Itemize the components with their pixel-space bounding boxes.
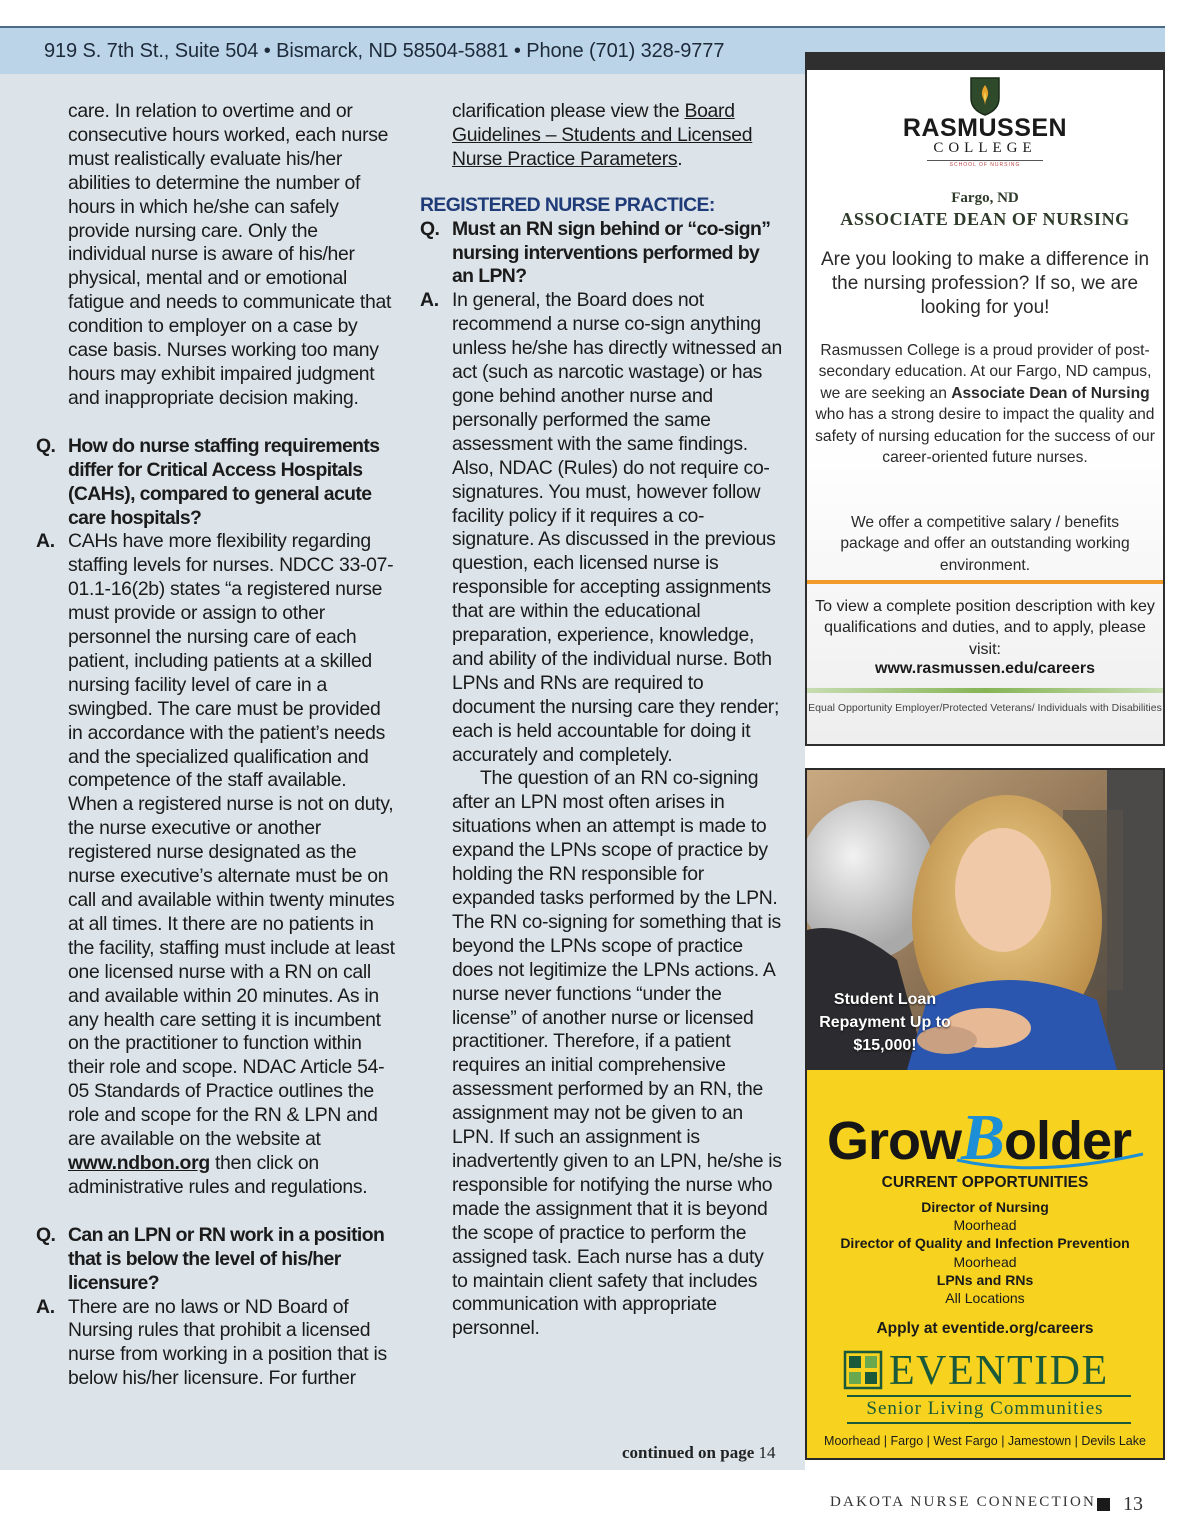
job-location: All Locations	[945, 1290, 1025, 1307]
article-column-1	[36, 100, 398, 1391]
page-number: 13	[1123, 1493, 1143, 1515]
question-cosign	[420, 218, 782, 290]
q-label: Q.	[36, 434, 56, 457]
section-heading: REGISTERED NURSE PRACTICE:	[420, 193, 715, 216]
answer-cosign-text: In general, the Board does not recommend a nurse co-sign anything unless he/she has directly witnessed an act (such as narcotic wastage) or has gone behind another nurse and personally performed the same assessment with the same findings. Also, NDAC (Rules) do not require co-signatures. You must, however follow facility policy if it requires a co-signature. As discussed in the previous question, each licensed nurse is responsible for accepting assignments that are within the educational preparation, experience, knowledge, and ability of the individual nurse. Both LPNs and RNs are required to document the nursing care they render; each is held accountable for doing it accurately and completely.	[452, 289, 782, 766]
rasmussen-careers-link[interactable]: www.rasmussen.edu/careers	[875, 660, 1095, 677]
eventide-apply-link[interactable]: Apply at eventide.org/careers	[876, 1320, 1094, 1337]
footer-square-icon	[1097, 1498, 1110, 1511]
answer-cah-end: then click on administrative rules and regulations.	[68, 1151, 368, 1198]
question-lpn-position-text: Can an LPN or RN work in a position that is below the level of his/her licensure?	[68, 1223, 385, 1294]
ndbon-link[interactable]: www.ndbon.org	[68, 1151, 210, 1174]
job-location: Moorhead	[953, 1253, 1017, 1270]
ad-body-bold: Associate Dean of Nursing	[951, 384, 1150, 402]
ad-body	[807, 340, 1163, 468]
continued-text: continued on page	[622, 1443, 755, 1462]
job-title[interactable]: Director of Nursing	[921, 1199, 1049, 1215]
article-column-2	[420, 100, 782, 1341]
continued-note	[622, 1443, 776, 1463]
growbolder-wordmark: GrowBolder	[827, 1101, 1132, 1174]
rasmussen-college: COLLEGE	[933, 140, 1037, 156]
paragraph-clarification	[420, 100, 782, 172]
eventide-name: EVENTIDE	[889, 1348, 1109, 1394]
eeo-statement: Equal Opportunity Employer/Protected Veterans/ Individuals with Disabilities	[808, 702, 1162, 714]
loan-repayment-text: Student Loan Repayment Up to $15,000!	[819, 991, 951, 1054]
magazine-name: DAKOTA NURSE CONNECTION	[830, 1494, 1097, 1510]
growbolder-logo	[807, 1090, 1163, 1174]
board-guidelines-link[interactable]: Board Guidelines – Students and Licensed Nurse Practice Parameters	[452, 100, 753, 170]
swoosh-icon	[807, 1090, 1163, 1170]
ad-view-text: To view a complete position description with key qualifications and duties, and to apply, please visit:	[815, 598, 1155, 658]
rasmussen-rule	[927, 160, 1043, 161]
rasmussen-ad[interactable]	[805, 52, 1165, 746]
answer-cosign	[420, 289, 782, 767]
green-divider	[807, 688, 1163, 693]
ad-yellow-panel	[807, 1070, 1163, 1458]
job-location: Fargo, ND	[951, 190, 1019, 206]
eventide-locations: Moorhead | Fargo | West Fargo | Jamestown | Devils Lake	[824, 1434, 1146, 1448]
ad-body-end: who has a strong desire to impact the quality and safety of nursing education for the success of our career-oriented future nurses.	[815, 406, 1155, 467]
ad-photo	[807, 770, 1163, 1070]
job-title: ASSOCIATE DEAN OF NURSING	[840, 209, 1130, 229]
eventide-rule	[847, 1395, 1131, 1397]
answer-lpn-position	[36, 1296, 398, 1392]
ad-offer: We offer a competitive salary / benefits package and offer an outstanding working environment.	[840, 514, 1130, 574]
board-address: 919 S. 7th St., Suite 504 • Bismarck, ND 58504-5881 • Phone (701) 328-9777	[44, 40, 725, 62]
eventide-ad[interactable]	[805, 768, 1165, 1460]
rasmussen-name: RASMUSSEN	[902, 114, 1068, 142]
a-label: A.	[36, 530, 55, 553]
answer-cah-text: CAHs have more flexibility regarding staffing levels for nurses. NDCC 33-07-01.1-16(2b) states “a registered nurse must provide or assign to other personnel the nursing care of each patient, including patients at a skilled nursing facility level of care in a swingbed. The care must be provided in accordance with the patient’s needs and the specialized qualification and competence of the staff available. When a registered nurse is not on duty, the nurse executive or another registered nurse designated as the nurse executive’s alternate must be on call and available within twenty minutes at all times. It there are no patients in the facility, staffing must include at least one licensed nurse with a RN on call and available within 20 minutes. As in any health care setting it is incumbent on the practitioner to function within their role and scope. NDAC Article 54-05 Standards of Practice outlines the role and scope for the RN & LPN and are available on the website at	[68, 530, 395, 1151]
rasmussen-school: SCHOOL OF NURSING	[949, 162, 1021, 168]
ad-body-start: Rasmussen College is a proud provider of post-secondary education. At our Fargo, ND campus, we are seeking an	[818, 342, 1152, 402]
orange-divider	[807, 580, 1163, 584]
paragraph-overtime: care. In relation to overtime and or consecutive hours worked, each nurse must realistically evaluate his/her abilities to determine the number of hours in which he/she can safely provide nursing care. Only the individual nurse is aware of his/her physical, mental and or emotional fatigue and needs to communicate that condition to employer on a case by case basis. Nurses working too many hours may exhibit impaired judgment and inappropriate decision making.	[68, 100, 392, 409]
answer-lpn-position-text: There are no laws or ND Board of Nursing rules that prohibit a licensed nurse from working in a position that is below his/her licensure. For further	[68, 1295, 387, 1390]
current-opportunities: CURRENT OPPORTUNITIES	[881, 1174, 1089, 1191]
q-label: Q.	[36, 1223, 56, 1246]
question-cah-text: How do nurse staffing requirements differ for Critical Access Hospitals (CAHs), compared to general acute care hospitals?	[68, 434, 380, 529]
paragraph-cosign-scope: The question of an RN co-signing after an LPN most often arises in situations when an attempt is made to expand the LPNs scope of practice by holding the RN responsible for expanded tasks performed by the LPN. The RN co-signing for something that is beyond the LPNs scope of practice does not legitimize the LPNs actions. A nurse never functions “under the license” of another nurse or licensed practitioner. Therefore, if a patient requires an initial comprehensive assessment performed by an RN, the assignment may not be given to an LPN. If such an assignment is inadvertently given to an LPN, he/she is responsible for notifying the nurse who made the assignment that it is beyond the scope of practice to perform the assigned task. Each nurse has a duty to maintain client safety that includes communication with appropriate personnel.	[452, 767, 782, 1340]
a-label: A.	[36, 1295, 55, 1318]
clarification-start: clarification please view the	[452, 100, 680, 122]
clarification-end: .	[677, 147, 683, 170]
question-cosign-text: Must an RN sign behind or “co-sign” nursing interventions performed by an LPN?	[452, 217, 771, 288]
a-label: A.	[420, 289, 439, 312]
eventide-rule	[847, 1422, 1131, 1424]
continued-page: 14	[758, 1443, 776, 1462]
rasmussen-ad-body	[807, 70, 1163, 744]
answer-cah	[36, 530, 398, 1199]
question-cah	[36, 435, 398, 531]
ad-lead: Are you looking to make a difference in the nursing profession? If so, we are looking for you!	[820, 249, 1150, 318]
job-title[interactable]: Director of Quality and Infection Prevention	[840, 1235, 1130, 1252]
job-location: Moorhead	[953, 1217, 1017, 1234]
eventide-subtitle: Senior Living Communities	[866, 1398, 1104, 1419]
question-lpn-position	[36, 1224, 398, 1296]
rasmussen-shield-icon	[969, 76, 1001, 116]
job-title[interactable]: LPNs and RNs	[936, 1271, 1034, 1288]
q-label: Q.	[420, 217, 440, 240]
eventide-logo-icon	[843, 1350, 883, 1390]
job-list	[807, 1198, 1163, 1307]
